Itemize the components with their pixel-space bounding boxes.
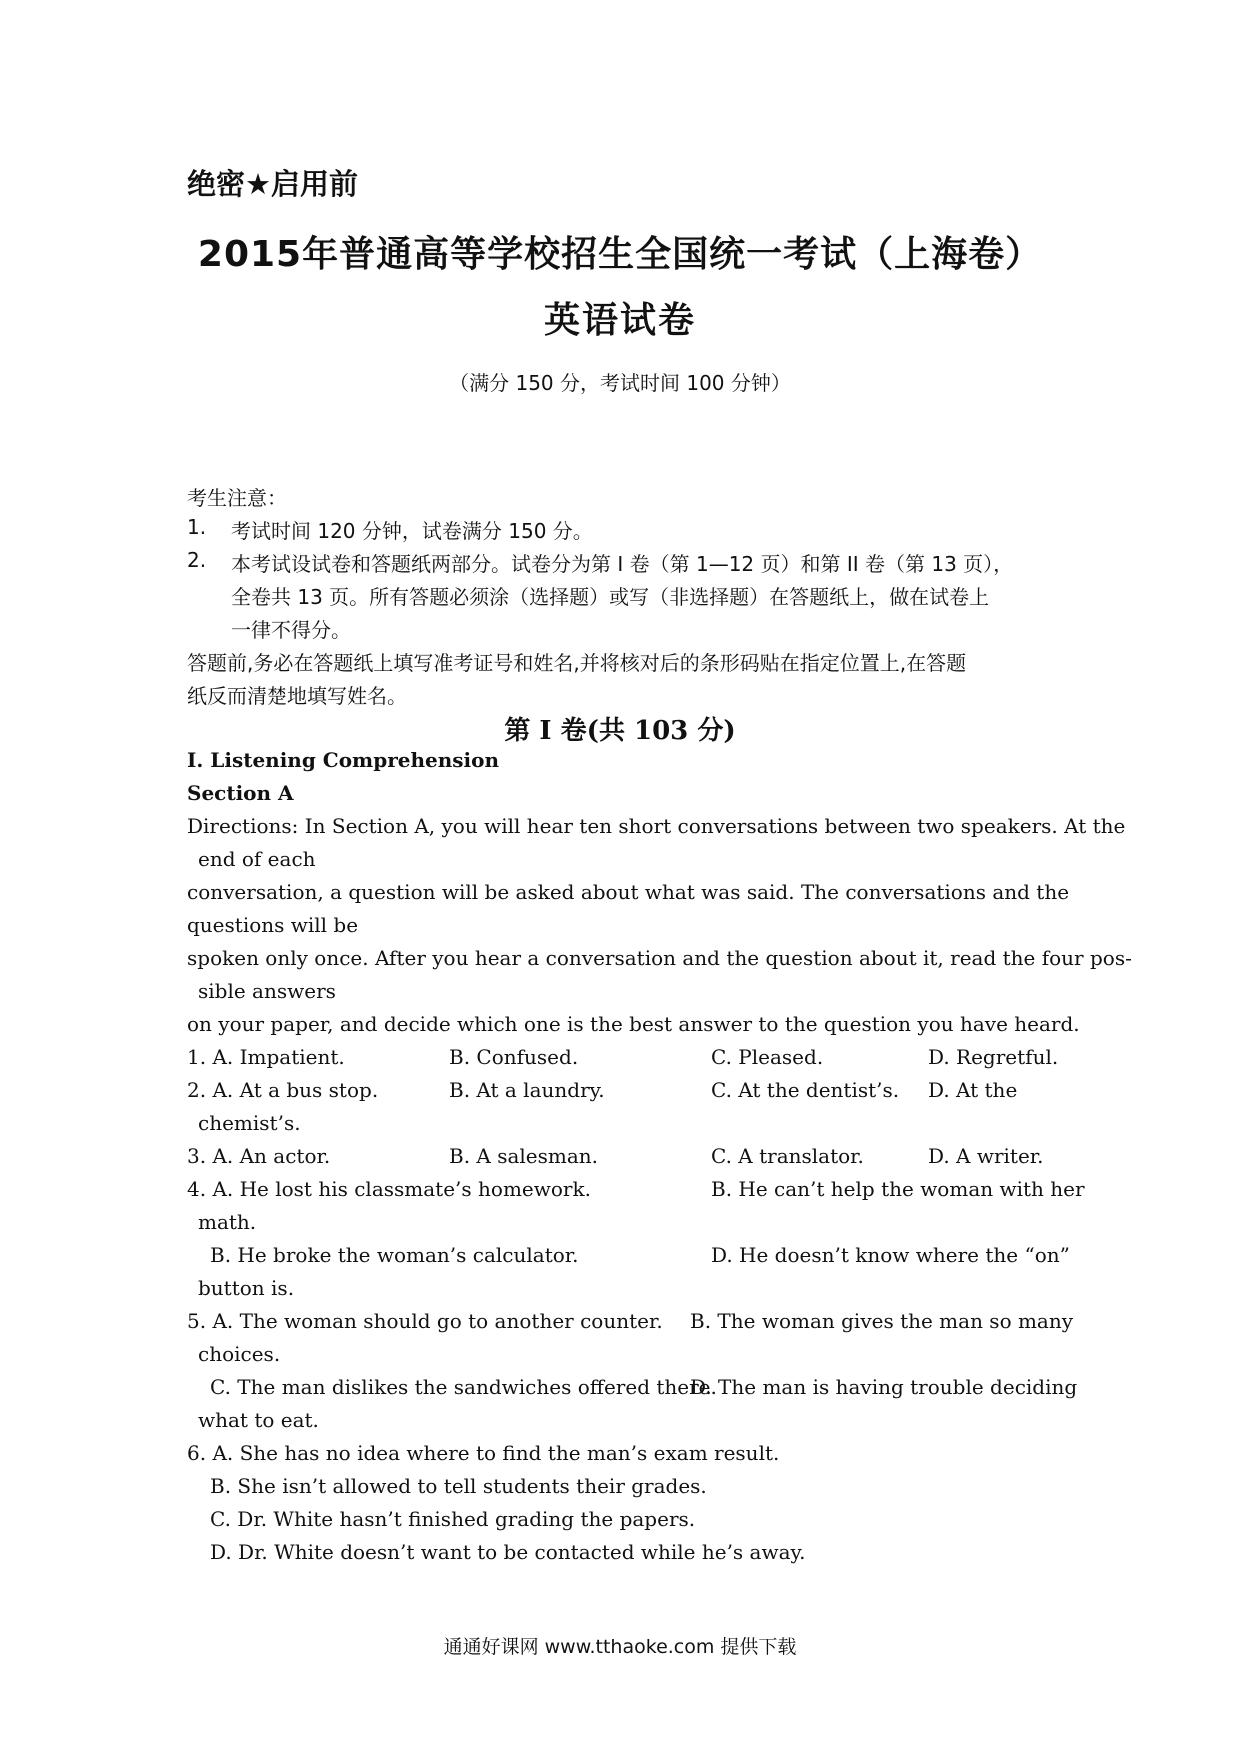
q5-option-b-continued: choices. [198,1342,281,1366]
exam-title: 2015年普通高等学校招生全国统一考试（上海卷） [197,234,1043,275]
q2-option-d: D. At the [928,1078,1018,1102]
q5-option-c: C. The man dislikes the sandwiches offered there. [210,1375,717,1399]
q2-option-a: 2. A. At a bus stop. [187,1078,379,1102]
q5-option-d: D. The man is having trouble deciding [690,1375,1078,1399]
q2-option-c: C. At the dentist’s. [711,1078,900,1102]
q1-option-c: C. Pleased. [711,1045,824,1069]
q3-option-b: B. A salesman. [449,1144,599,1168]
directions-line: sible answers [198,979,336,1003]
q4-option-c: B. He broke the woman’s calculator. [210,1243,579,1267]
q3-option-c: C. A translator. [711,1144,864,1168]
directions-line: Directions: In Section A, you will hear ten short conversations between two speakers. At the [187,814,1126,838]
directions-line: conversation, a question will be asked about what was said. The conversations and the [187,880,1070,904]
note-2-line-3: 一律不得分。 [231,618,351,642]
q6-option-b: B. She isn’t allowed to tell students their grades. [210,1474,707,1498]
directions-line: on your paper, and decide which one is the best answer to the question you have heard. [187,1012,1080,1036]
section-title: Section A [187,781,294,805]
note-2-line-1: 本考试设试卷和答题纸两部分。试卷分为第 I 卷（第 1—12 页）和第 II 卷（第 13 页）， [231,552,1014,576]
q4-option-d: D. He doesn’t know where the “on” [711,1243,1070,1267]
q2-option-b: B. At a laundry. [449,1078,605,1102]
q1-option-d: D. Regretful. [928,1045,1059,1069]
extra-note-line-2: 纸反而清楚地填写姓名。 [187,684,407,708]
q4-option-d-continued: button is. [198,1276,295,1300]
directions-line: spoken only once. After you hear a conversation and the question about it, read the four pos- [187,946,1132,970]
part-title: I. Listening Comprehension [187,748,500,772]
q3-option-d: D. A writer. [928,1144,1044,1168]
q2-option-d-continued: chemist’s. [198,1111,301,1135]
q6-option-a: 6. A. She has no idea where to find the man’s exam result. [187,1441,780,1465]
notes-heading: 考生注意： [187,486,287,510]
directions-line: end of each [198,847,316,871]
note-1-text: 考试时间 120 分钟，试卷满分 150 分。 [231,519,593,543]
q1-option-a: 1. A. Impatient. [187,1045,345,1069]
confidential-mark: 绝密★启用前 [187,167,358,201]
note-2-line-2: 全卷共 13 页。所有答题必须涂（选择题）或写（非选择题）在答题纸上，做在试卷上 [231,585,990,609]
q4-option-b-continued: math. [198,1210,257,1234]
q1-option-b: B. Confused. [449,1045,579,1069]
q4-option-a: 4. A. He lost his classmate’s homework. [187,1177,591,1201]
q5-option-b: B. The woman gives the man so many [690,1309,1074,1333]
q5-option-a: 5. A. The woman should go to another counter. [187,1309,663,1333]
directions-line: questions will be [187,913,359,937]
q6-option-c: C. Dr. White hasn’t finished grading the papers. [210,1507,696,1531]
exam-subtitle: 英语试卷 [543,300,696,341]
q4-option-b: B. He can’t help the woman with her [711,1177,1085,1201]
note-2-number: 2. [187,548,207,572]
extra-note-line-1: 答题前,务必在答题纸上填写准考证号和姓名,并将核对后的条形码贴在指定位置上,在答题 [187,651,967,675]
q3-option-a: 3. A. An actor. [187,1144,331,1168]
q6-option-d: D. Dr. White doesn’t want to be contacted while he’s away. [210,1540,806,1564]
score-time-note: （满分 150 分，考试时间 100 分钟） [449,371,791,395]
q5-option-d-continued: what to eat. [198,1408,319,1432]
volume-title: 第 I 卷(共 103 分) [504,716,736,746]
footer-download-note: 通通好课网 www.tthaoke.com 提供下载 [443,1636,797,1658]
note-1-number: 1. [187,515,207,539]
